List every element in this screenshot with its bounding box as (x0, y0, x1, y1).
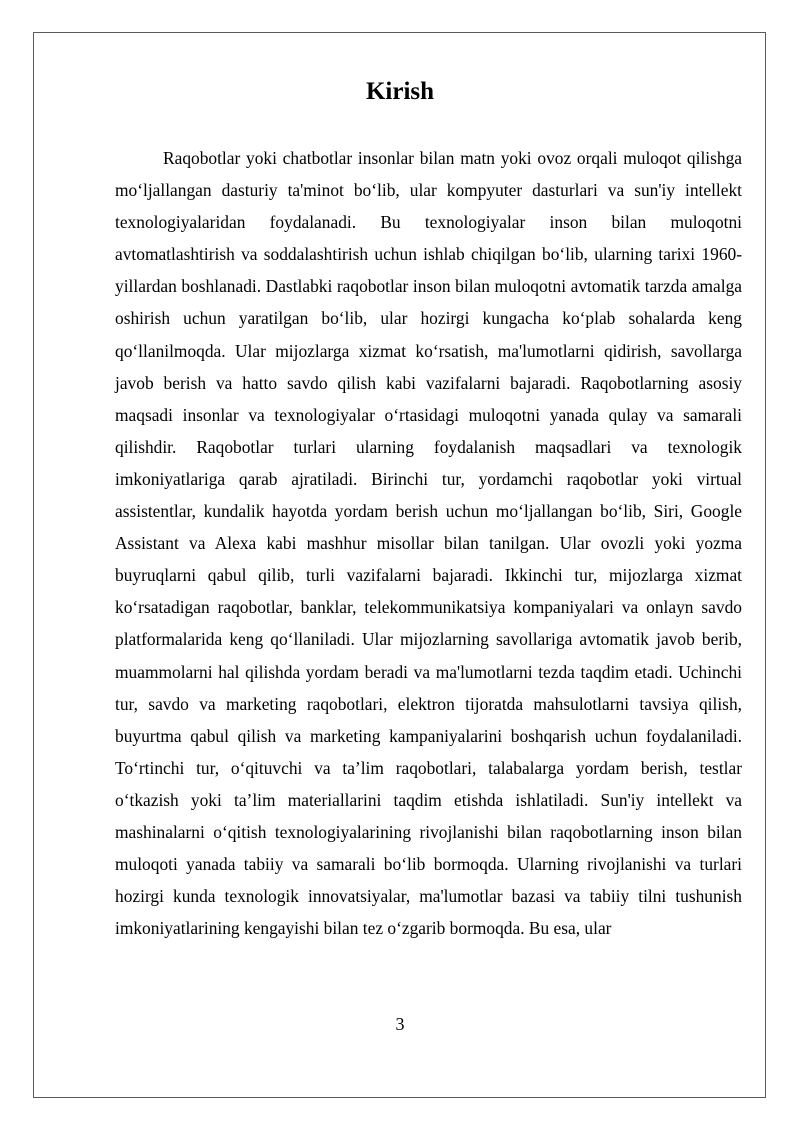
body-paragraph: Raqobotlar yoki chatbotlar insonlar bilan matn yoki ovoz orqali muloqot qilishga mo‘ljallangan dasturiy ta'minot bo‘lib, ular kompyuter dasturlari va sun'iy intellekt texnologiyalaridan foydalanadi. Bu texnologiyalar inson bilan muloqotni avtomatlashtirish va soddalashtirish uchun ishlab chiqilgan bo‘lib, ularning tarixi 1960-yillardan boshlanadi. Dastlabki raqobotlar inson bilan muloqotni avtomatik tarzda amalga oshirish uchun yaratilgan bo‘lib, ular hozirgi kungacha ko‘plab sohalarda keng qo‘llanilmoqda. Ular mijozlarga xizmat ko‘rsatish, ma'lumotlarni qidirish, savollarga javob berish va hatto savdo qilish kabi vazifalarni bajaradi. Raqobotlarning asosiy maqsadi insonlar va texnologiyalar o‘rtasidagi muloqotni yanada qulay va samarali qilishdir. Raqobotlar turlari ularning foydalanish maqsadlari va texnologik imkoniyatlariga qarab ajratiladi. Birinchi tur, yordamchi raqobotlar yoki virtual assistentlar, kundalik hayotda yordam berish uchun mo‘ljallangan bo‘lib, Siri, Google Assistant va Alexa kabi mashhur misollar bilan tanilgan. Ular ovozli yoki yozma buyruqlarni qabul qilib, turli vazifalarni bajaradi. Ikkinchi tur, mijozlarga xizmat ko‘rsatadigan raqobotlar, banklar, telekommunikatsiya kompaniyalari va onlayn savdo platformalarida keng qo‘llaniladi. Ular mijozlarning savollariga avtomatik javob berib, muammolarni hal qilishda yordam beradi va ma'lumotlarni tezda taqdim etadi. Uchinchi tur, savdo va marketing raqobotlari, elektron tijoratda mahsulotlarni tavsiya qilish, buyurtma qabul qilish va marketing kampaniyalarini boshqarish uchun foydalaniladi. To‘rtinchi tur, o‘qituvchi va ta’lim raqobotlari, talabalarga yordam berish, testlar o‘tkazish yoki ta’lim materiallarini taqdim etishda ishlatiladi. Sun'iy intellekt va mashinalarni o‘qitish texnologiyalarining rivojlanishi bilan raqobotlarning inson bilan muloqoti yanada tabiiy va samarali bo‘lib bormoqda. Ularning rivojlanishi va turlari hozirgi kunda texnologik innovatsiyalar, ma'lumotlar bazasi va tabiiy tilni tushunish imkoniyatlarining kengayishi bilan tez o‘zgarib bormoqda. Bu esa, ular (115, 148, 742, 939)
page-number: 3 (395, 1014, 405, 1034)
page-title: Kirish (365, 78, 435, 105)
